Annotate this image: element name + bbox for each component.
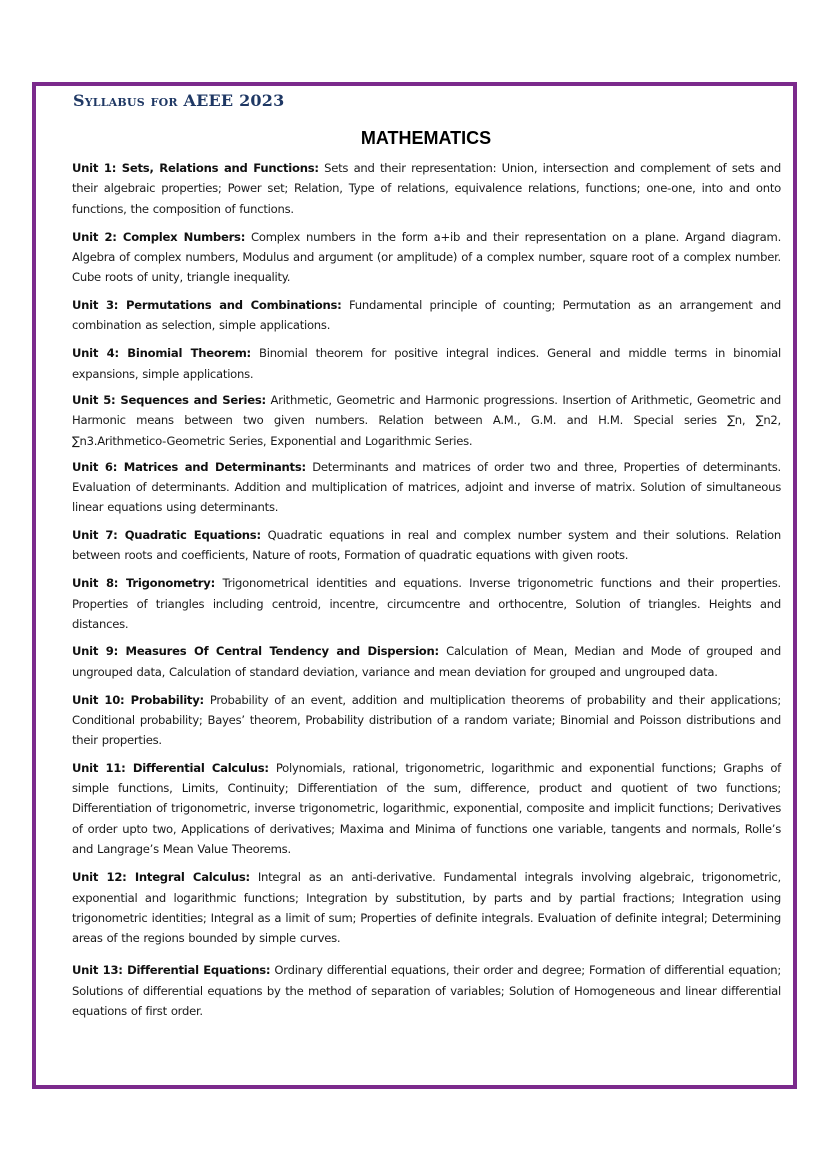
unit-heading: Unit 9: Measures Of Central Tendency and Dispersion: [72,644,439,659]
unit-12 [72,867,781,948]
unit-body: Calculation of Mean, Median and Mode of grouped and ungrouped data, Calculation of standard deviation, variance and mean deviation for grouped and ungrouped data. [72,644,782,679]
unit-heading: Unit 6: Matrices and Determinants: [72,459,306,474]
unit-body: Fundamental principle of counting; Permutation as an arrangement and combination as selection, simple applications. [72,297,782,333]
unit-body: Trigonometrical identities and equations. Inverse trigonometric functions and their properties. Properties of triangles including centroid, incentre, circumcentre and orthocentre, Solution of triangles. Heights and distances. [72,576,781,631]
unit-7 [72,525,781,566]
unit-2 [72,227,781,288]
unit-10 [72,690,781,751]
unit-6 [72,457,781,518]
document-header: Syllabus for AEEE 2023 [73,91,285,110]
unit-8 [72,573,781,634]
unit-heading: Unit 2: Complex Numbers: [72,229,246,244]
unit-heading: Unit 12: Integral Calculus: [72,870,250,885]
unit-heading: Unit 4: Binomial Theorem: [72,346,251,361]
unit-body: Probability of an event, addition and multiplication theorems of probability and their applications; Conditional probability; Bayes’ theorem, Probability distribution of a random variate; Binomial and Poisson distributions and their properties. [72,692,781,748]
unit-body: Binomial theorem for positive integral indices. General and middle terms in binomial expansions, simple applications. [72,346,782,381]
unit-heading: Unit 11: Differential Calculus: [72,760,269,775]
unit-body: Ordinary differential equations, their order and degree; Formation of differential equation; Solutions of differential equations by the method of separation of variables; Solution of Homogeneous and linear differential equations of first order. [72,963,781,1018]
unit-body: Complex numbers in the form a+ib and their representation on a plane. Argand diagram. Algebra of complex numbers, Modulus and argument (or amplitude) of a complex number, square root of a complex number. Cube roots of unity, triangle inequality. [72,229,782,285]
unit-body: Integral as an anti-derivative. Fundamental integrals involving algebraic, trigonometric, exponential and logarithmic functions; Integration by substitution, by parts and by partial fractions; Integration using trigonometric identities; Integral as a limit of sum; Properties of definite integrals. Evaluation of definite integral; Determining areas of the regions bounded by simple curves. [72,870,781,946]
unit-heading: Unit 8: Trigonometry: [72,576,215,591]
unit-heading: Unit 3: Permutations and Combinations: [72,297,342,312]
unit-4 [72,343,781,384]
unit-13 [72,960,781,1021]
unit-body: Sets and their representation: Union, intersection and complement of sets and their algebraic properties; Power set; Relation, Type of relations, equivalence relations, functions; one-one, into and onto functions, the composition of functions. [72,161,781,216]
unit-5 [72,390,781,451]
unit-body: Determinants and matrices of order two and three, Properties of determinants. Evaluation of determinants. Addition and multiplication of matrices, adjoint and inverse of matrix. Solution of simultaneous linear equations using determinants. [72,459,781,515]
subject-title: MATHEMATICS [360,128,492,148]
unit-heading: Unit 5: Sequences and Series: [72,392,266,407]
unit-11 [72,758,781,859]
unit-body: Polynomials, rational, trigonometric, logarithmic and exponential functions; Graphs of simple functions, Limits, Continuity; Differentiation of the sum, difference, product and quotient of two functions; Differentiation of trigonometric, inverse trigonometric, logarithmic, exponential, composite and implicit functions; Derivatives of order upto two, Applications of derivatives; Maxima and Minima of functions one variable, tangents and normals, Rolle’s and Langrage’s Mean Value Theorems. [72,760,782,856]
unit-9 [72,641,781,682]
unit-heading: Unit 1: Sets, Relations and Functions: [72,161,319,175]
unit-3 [72,295,781,336]
unit-1 [72,158,781,219]
unit-body: Quadratic equations in real and complex number system and their solutions. Relation between roots and coefficients, Nature of roots, Formation of quadratic equations with given roots. [72,527,781,563]
unit-heading: Unit 10: Probability: [72,692,204,707]
unit-heading: Unit 13: Differential Equations: [72,963,271,978]
units-list [72,158,781,1021]
unit-heading: Unit 7: Quadratic Equations: [72,527,261,542]
unit-body: Arithmetic, Geometric and Harmonic progressions. Insertion of Arithmetic, Geometric and Harmonic means between two given numbers. Relation between A.M., G.M. and H.M. Special series ∑n, ∑n2, ∑n3.Arithmetico-Geometric Series, Exponential and Logarithmic Series. [72,392,781,448]
